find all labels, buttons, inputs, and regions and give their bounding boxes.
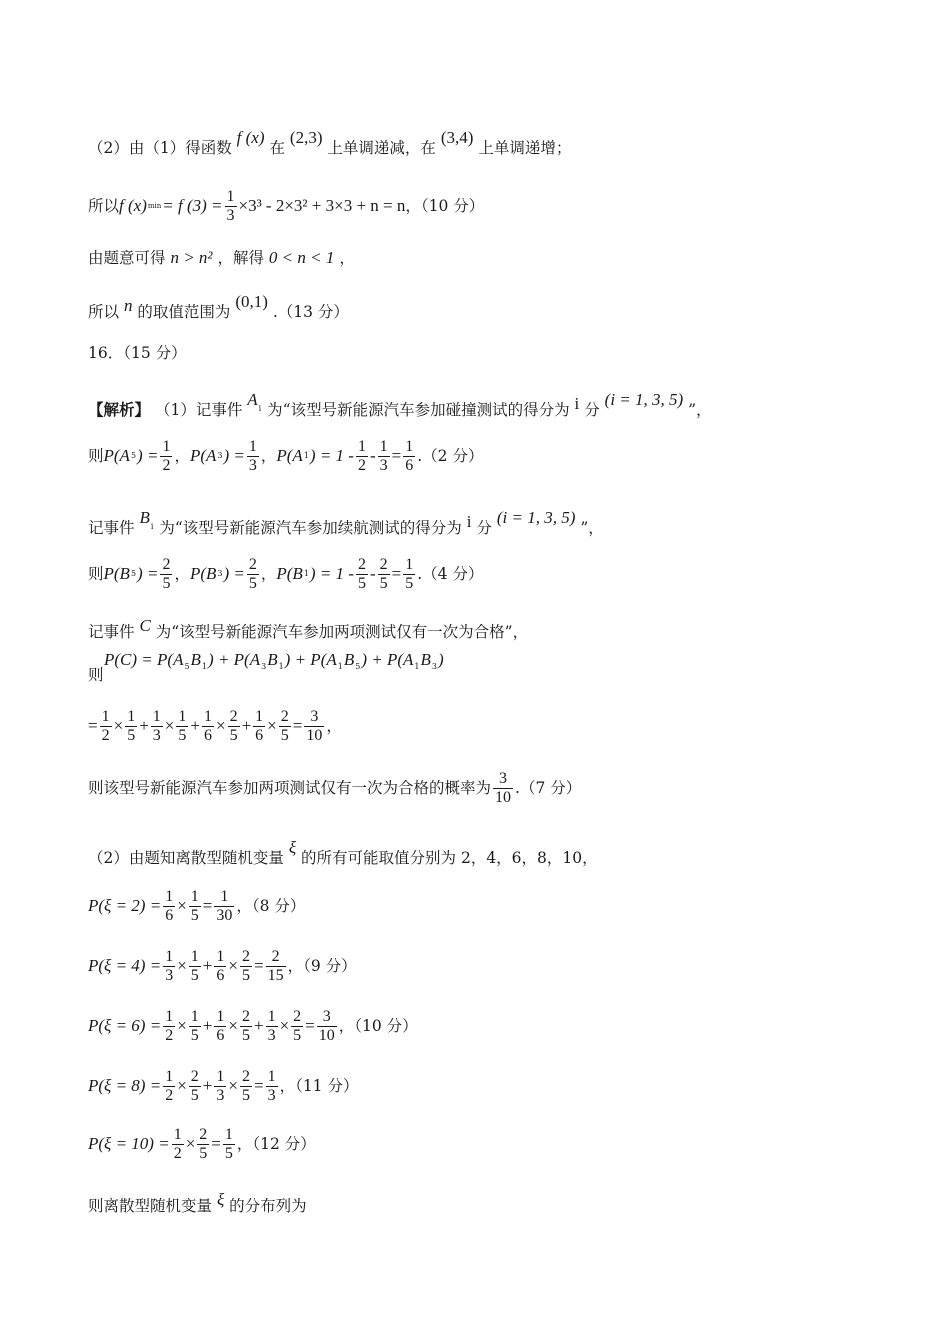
math-operator: = [211, 1133, 221, 1153]
math-b: B [190, 650, 201, 669]
math-condition: (i = 1, 3, 5) [604, 390, 684, 409]
fraction: $\frac{1}{3}$ [248, 438, 257, 474]
fraction: $\frac{1}{2}$ [101, 708, 110, 744]
score-note: ，（9 分） [287, 956, 357, 975]
text: 记事件 [88, 623, 135, 641]
fraction: $\frac{1}{5}$ [224, 1126, 233, 1162]
fraction: $\frac{2}{5}$ [190, 1068, 199, 1104]
text: 分 [584, 401, 600, 419]
fraction: $\frac{1}{3}$ [267, 1008, 276, 1044]
math-operator: + [253, 1015, 264, 1035]
text: ”， [688, 401, 712, 419]
math-subscript-min: min [147, 201, 162, 210]
text-suffix: 上单调递增； [478, 139, 572, 157]
math-operator: × [228, 1015, 238, 1035]
math-p-a1: P(A [276, 445, 303, 465]
separator: ， [326, 716, 342, 735]
math-operator: = [88, 715, 98, 735]
math-part: ) + P(A [284, 650, 337, 669]
math-subscript: 1 [303, 569, 309, 579]
math-operator: + [241, 715, 252, 735]
math-subscript: 1 [337, 662, 343, 671]
score-note: ，（10 分） [405, 196, 485, 215]
text: 由题意可得 [88, 249, 166, 267]
fraction: $\frac{2}{5}$ [280, 708, 289, 744]
math-subscript: 1 [414, 662, 420, 671]
math-operator: + [202, 1075, 213, 1095]
math-rest: ×3³ - 2×3² + 3×3 + n = n [238, 195, 406, 215]
line-inequality [88, 248, 890, 268]
fraction: $\frac{2}{5}$ [293, 1008, 302, 1044]
score-note: ，（8 分） [236, 896, 306, 915]
math-eq: ) = [223, 563, 245, 583]
math-subscript: 1 [303, 451, 309, 461]
line-distribution-intro [88, 1190, 890, 1216]
line-prob-c-calc [88, 708, 890, 744]
score-note: ，（11 分） [279, 1076, 359, 1095]
score-note: .（7 分） [515, 778, 582, 797]
math-b: B [343, 650, 355, 669]
fraction: $\frac{1}{6}$ [165, 888, 174, 924]
text-prefix: 所以 [88, 196, 120, 215]
line-prob-a [88, 438, 890, 474]
fraction: $\frac{1}{5}$ [405, 556, 414, 592]
fraction: $\frac{2}{5}$ [229, 708, 238, 744]
math-operator: + [190, 715, 200, 735]
analysis-tag: 【解析】 [88, 400, 151, 419]
math-p-a3: P(A [189, 445, 217, 465]
text-mid: 在 [269, 139, 285, 157]
line-random-variable [88, 838, 890, 868]
line-range [88, 292, 890, 322]
math-var-n: n [123, 296, 133, 315]
fraction: $\frac{1}{3}$ [379, 438, 388, 474]
question-number: 16．（15 分） [88, 344, 187, 362]
fraction: $\frac{1}{5}$ [190, 888, 199, 924]
fraction: $\frac{1}{3}$ [165, 948, 174, 984]
math-subscript: i [150, 522, 154, 531]
math-part: ) [437, 650, 444, 669]
math-i: i [574, 394, 580, 413]
fraction: $\frac{1}{5}$ [178, 708, 187, 744]
fraction: $\frac{2}{15}$ [267, 948, 284, 984]
fraction: $\frac{1}{3}$ [226, 188, 235, 224]
math-operator: = [305, 1015, 315, 1035]
math-subscript: 3 [217, 451, 223, 461]
fraction: $\frac{1}{5}$ [127, 708, 136, 744]
fraction: $\frac{1}{6}$ [216, 948, 225, 984]
math-fx: f (x) [236, 128, 265, 147]
math-eq: = f (3) = [162, 195, 223, 215]
line-p-xi-4 [88, 948, 890, 984]
math-operator: × [267, 715, 277, 735]
fraction: $\frac{2}{5}$ [241, 1068, 250, 1104]
math-eq: ) = 1 - [309, 563, 354, 583]
fraction: $\frac{3}{10}$ [495, 770, 512, 806]
line-p-xi-8 [88, 1068, 890, 1104]
math-xi: ξ [216, 1190, 225, 1209]
line-conclusion-1 [88, 770, 890, 806]
score-note: ，（10 分） [338, 1016, 418, 1035]
text: 的分布列为 [229, 1197, 307, 1215]
math-lhs: P(ξ = 10) = [88, 1133, 170, 1153]
math-event-b: B [139, 508, 150, 527]
separator: ， [174, 564, 190, 583]
fraction: $\frac{1}{6}$ [203, 708, 212, 744]
math-xi: ξ [288, 838, 297, 857]
fraction: $\frac{1}{6}$ [216, 1008, 225, 1044]
math-part: ) + P(A [208, 650, 261, 669]
text: 为“该型号新能源汽车参加碰撞测试的得分为 [267, 401, 570, 419]
fraction: $\frac{2}{5}$ [357, 556, 366, 592]
fraction: $\frac{1}{2}$ [173, 1126, 182, 1162]
line-minimum-value [88, 188, 890, 224]
math-operator: × [228, 1075, 238, 1095]
math-operator: × [177, 1015, 187, 1035]
math-lhs: P(ξ = 8) = [88, 1075, 162, 1095]
fraction: $\frac{1}{30}$ [216, 888, 233, 924]
math-event-a: A [247, 390, 258, 409]
math-operator: × [177, 895, 187, 915]
math-lhs: P(ξ = 2) = [88, 895, 162, 915]
fraction: $\frac{2}{5}$ [379, 556, 388, 592]
math-subscript: 1 [278, 662, 284, 671]
text: 记事件 [88, 519, 135, 537]
fraction: $\frac{1}{2}$ [165, 1008, 174, 1044]
math-operator: = [391, 563, 402, 583]
fraction: $\frac{3}{10}$ [306, 708, 323, 744]
line-event-b-def [88, 508, 890, 538]
math-subscript: i [258, 404, 262, 413]
math-operator: × [215, 715, 226, 735]
fraction: $\frac{1}{2}$ [162, 438, 171, 474]
math-subscript: 5 [130, 569, 137, 579]
fraction: $\frac{2}{5}$ [241, 948, 250, 984]
math-eq: ) = [137, 563, 159, 583]
math-operator: - [369, 563, 376, 583]
line-monotonic-intervals [88, 128, 890, 158]
fraction: $\frac{2}{5}$ [241, 1008, 250, 1044]
text: 则离散型随机变量 [88, 1197, 213, 1215]
score-note: .（2 分） [417, 446, 484, 465]
math-interval: (0,1) [235, 292, 268, 311]
text: 为“该型号新能源汽车参加续航测试的得分为 [159, 519, 462, 537]
math-operator: × [185, 1133, 196, 1153]
math-operator: × [164, 715, 175, 735]
math-subscript: 3 [431, 662, 437, 671]
math-part: ) + P(A [361, 650, 414, 669]
math-operator: + [202, 955, 213, 975]
math-operator: = [292, 715, 303, 735]
fraction: $\frac{1}{6}$ [405, 438, 414, 474]
fraction: $\frac{1}{3}$ [267, 1068, 276, 1104]
fraction: $\frac{1}{2}$ [165, 1068, 174, 1104]
math-subscript: 5 [184, 662, 190, 671]
question-heading [88, 344, 890, 363]
math-operator: × [113, 715, 124, 735]
math-p-b3: P(B [189, 563, 217, 583]
line-event-c-def [88, 616, 890, 642]
math-operator: × [228, 955, 238, 975]
line-p-xi-10 [88, 1126, 890, 1162]
text: 为“该型号新能源汽车参加两项测试仅有一次为合格”， [155, 623, 529, 641]
line-p-xi-6 [88, 1008, 890, 1044]
math-operator: = [253, 1075, 264, 1095]
text: ，解得 [217, 249, 264, 267]
fraction: $\frac{1}{5}$ [190, 948, 199, 984]
math-operator: + [202, 1015, 213, 1035]
fraction: $\frac{2}{5}$ [248, 556, 257, 592]
text: 的取值范围为 [137, 303, 231, 321]
text: ”， [580, 519, 604, 537]
line-prob-b [88, 556, 890, 592]
math-p-b1: P(B [276, 563, 303, 583]
math-solution: 0 < n < 1 [268, 248, 335, 267]
text-prefix: （2）由（1）得函数 [88, 139, 232, 157]
math-event-c: C [139, 616, 151, 635]
math-b: B [267, 650, 278, 669]
text: 分 [476, 519, 492, 537]
math-inequality: n > n² [170, 248, 213, 267]
math-operator: = [253, 955, 264, 975]
fraction: $\frac{1}{2}$ [357, 438, 366, 474]
math-lhs: P(ξ = 6) = [88, 1015, 162, 1035]
score-note: ，（12 分） [236, 1134, 316, 1153]
score-note: .（4 分） [417, 564, 484, 583]
math-interval-decreasing: (2,3) [289, 128, 323, 147]
separator: ， [174, 446, 190, 465]
text-prefix: 则 [88, 446, 104, 465]
line-p-xi-2 [88, 888, 890, 924]
math-lhs: f (x) [119, 195, 147, 215]
math-eq: ) = 1 - [309, 445, 354, 465]
text-mid: 上单调递减，在 [327, 139, 436, 157]
math-operator: + [139, 715, 149, 735]
math-eq: ) = [137, 445, 159, 465]
fraction: $\frac{3}{10}$ [318, 1008, 335, 1044]
math-interval-increasing: (3,4) [440, 128, 474, 147]
text: 的所有可能取值分别为 2，4，6，8，10， [301, 849, 598, 867]
text: （2）由题知离散型随机变量 [88, 849, 284, 867]
text: 则该型号新能源汽车参加两项测试仅有一次为合格的概率为 [88, 778, 492, 797]
text: ， [339, 249, 355, 267]
line-prob-c-expr [88, 650, 890, 690]
fraction: $\frac{1}{3}$ [152, 708, 161, 744]
text-prefix: 则 [88, 564, 104, 583]
math-operator: × [177, 955, 187, 975]
math-subscript: 1 [201, 662, 208, 671]
fraction: $\frac{2}{5}$ [162, 556, 171, 592]
math-b: B [420, 650, 431, 669]
math-operator: = [391, 445, 402, 465]
math-subscript: 3 [217, 569, 223, 579]
fraction: $\frac{1}{5}$ [190, 1008, 199, 1044]
line-event-a-def [88, 390, 890, 420]
math-p-b5: P(B [103, 563, 130, 583]
math-i: i [466, 512, 472, 531]
text: 所以 [88, 303, 120, 321]
fraction: $\frac{2}{5}$ [199, 1126, 208, 1162]
math-operator: = [202, 895, 213, 915]
math-operator: × [279, 1015, 290, 1035]
math-operator: × [177, 1075, 187, 1095]
text-prefix: 则 [88, 666, 104, 684]
math-condition: (i = 1, 3, 5) [496, 508, 576, 527]
math-subscript: 5 [355, 662, 361, 671]
math-expression [104, 650, 444, 672]
math-subscript: 5 [130, 451, 137, 461]
separator: ， [260, 564, 277, 583]
math-eq: ) = [223, 445, 245, 465]
math-operator: - [369, 445, 376, 465]
fraction: $\frac{1}{3}$ [216, 1068, 225, 1104]
fraction: $\frac{1}{6}$ [255, 708, 264, 744]
math-lhs: P(ξ = 4) = [88, 955, 162, 975]
math-part: P(C) = P(A [104, 650, 184, 669]
math-p-a5: P(A [103, 445, 130, 465]
separator: ， [260, 446, 277, 465]
score-note: .（13 分） [272, 303, 349, 321]
math-subscript: 3 [261, 662, 267, 671]
text: （1）记事件 [154, 401, 243, 419]
